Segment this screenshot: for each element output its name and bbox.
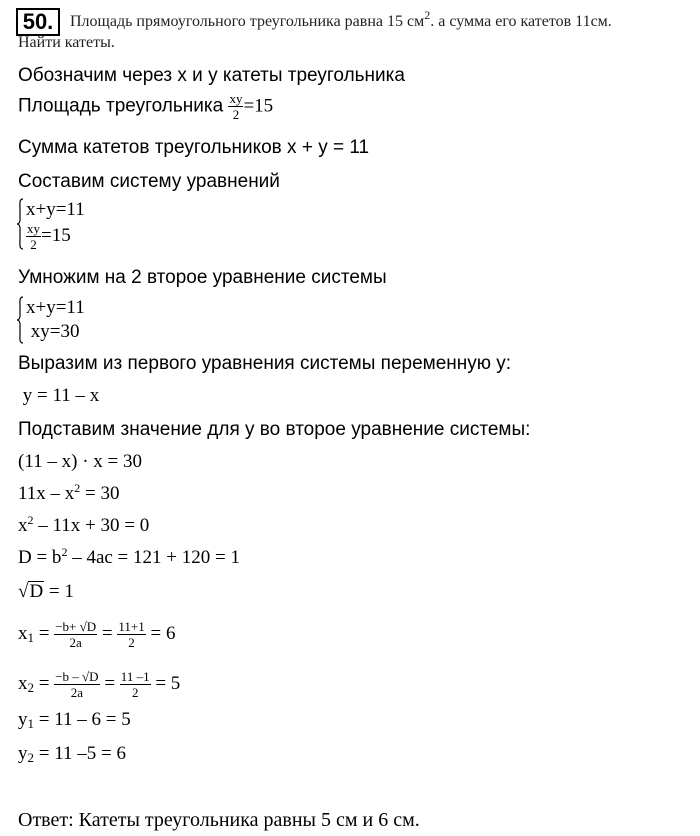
system-1	[16, 198, 85, 250]
step-multiply: Умножим на 2 второе уравнение системы	[18, 267, 387, 288]
step-sum: Сумма катетов треугольников x + y = 11	[18, 137, 370, 158]
step-area: Площадь треугольника $\frac{xy}{2}$ =15	[18, 91, 274, 122]
step-denote: Обозначим через x и y катеты треугольника	[18, 65, 405, 86]
system-2	[16, 296, 85, 344]
eq-expanded: $11x - x^2 = 30$	[18, 481, 120, 504]
eq-substituted: (11 – x) · x = 30	[18, 451, 142, 472]
eq-quadratic: $x^2 - 11x + 30 = 0$	[18, 513, 150, 536]
answer: Ответ: Катеты треугольника равны 5 см и 6 см.	[18, 809, 420, 831]
left-brace-icon	[16, 296, 24, 344]
eq-x1: $x_1$ = $\frac{-b+ √D}{2a}$ = $\frac{11+1}{2}$ = 6	[18, 619, 176, 650]
step-substitute: Подставим значение для y во второе уравнение системы:	[18, 419, 531, 440]
eq-discriminant: $D = b^2 - 4ac = 121 + 120 = 1$	[18, 545, 240, 568]
eq-y: y = 11 – x	[18, 385, 100, 406]
eq-x2: $x_2$ = $\frac{-b - √D}{2a}$ = $\frac{11 -1}{2}$ = 5	[18, 669, 181, 700]
problem-text-line1: Площадь прямоугольного треугольника равна 15 $см^2$. а сумма его катетов 11см.	[70, 8, 612, 30]
step-system: Составим систему уравнений	[18, 171, 280, 192]
eq-sqrt-d: √D = 1	[18, 581, 74, 602]
step-express: Выразим из первого уравнения системы переменную y:	[18, 353, 512, 374]
system-2-row-2: xy=30	[26, 321, 80, 342]
problem-text-line2: Найти катеты.	[18, 34, 115, 51]
area-fraction: $\frac{xy}{2}$	[229, 91, 243, 122]
eq-y1: $y_1 = 11 - 6 = 5$	[18, 709, 131, 731]
system-1-row-2: $\frac{xy}{2}$ =15	[27, 221, 71, 252]
problem-number: 50.	[16, 8, 60, 36]
system-2-row-1: x+y=11	[26, 297, 85, 318]
left-brace-icon	[16, 198, 24, 250]
sqrt-icon: √	[18, 581, 29, 602]
eq-y2: $y_2 = 11$ –5 = 6	[18, 743, 126, 765]
system-1-row-1: x+y=11	[26, 199, 85, 220]
